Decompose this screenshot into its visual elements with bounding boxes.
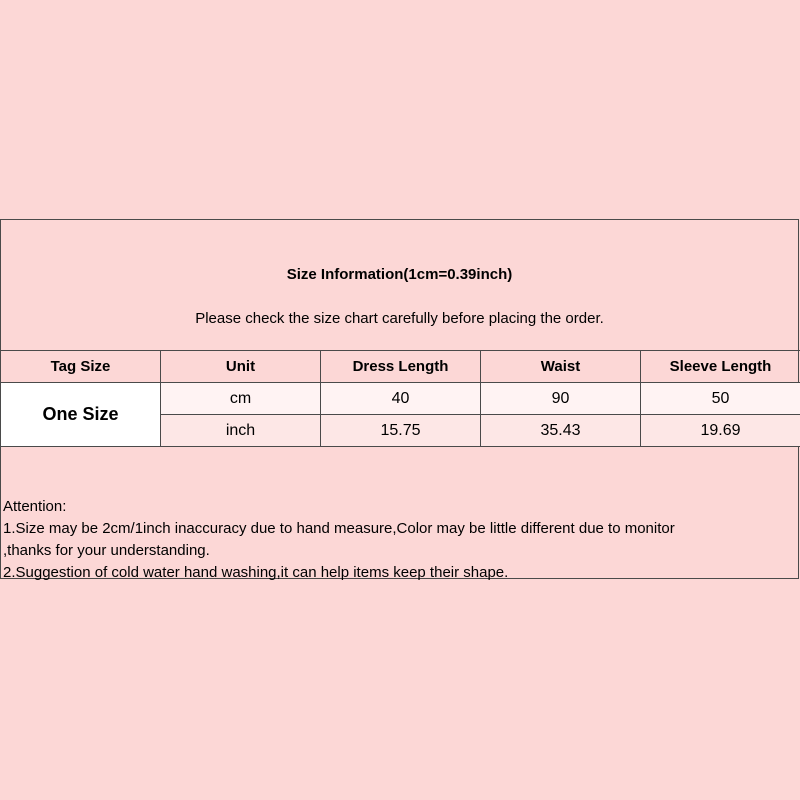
dress-length-cell: 15.75 [321, 415, 481, 447]
column-header-unit: Unit [161, 351, 321, 383]
dress-length-cell: 40 [321, 383, 481, 415]
column-header-dress-length: Dress Length [321, 351, 481, 383]
unit-cell: inch [161, 415, 321, 447]
size-table [0, 350, 800, 447]
size-info-subtitle: Please check the size chart carefully before placing the order. [195, 310, 604, 327]
waist-cell: 35.43 [481, 415, 641, 447]
unit-cell: cm [161, 383, 321, 415]
sleeve-length-cell: 50 [641, 383, 800, 415]
size-chart [0, 219, 799, 579]
attention-line-1-continued: ,thanks for your understanding. [3, 542, 210, 559]
sleeve-length-cell: 19.69 [641, 415, 800, 447]
waist-cell: 90 [481, 383, 641, 415]
tag-size-cell: One Size [1, 383, 161, 447]
table-row [1, 383, 800, 415]
attention-heading: Attention: [3, 498, 67, 515]
attention-line-2: 2.Suggestion of cold water hand washing,it can help items keep their shape. [3, 564, 509, 581]
column-header-waist: Waist [481, 351, 641, 383]
attention-line-1: 1.Size may be 2cm/1inch inaccuracy due to hand measure,Color may be little different due to monitor [3, 520, 675, 537]
column-header-sleeve-length: Sleeve Length [641, 351, 800, 383]
size-info-title: Size Information(1cm=0.39inch) [286, 266, 513, 283]
table-header-row [1, 351, 800, 383]
column-header-tag-size: Tag Size [1, 351, 161, 383]
attention-notes [3, 496, 793, 584]
